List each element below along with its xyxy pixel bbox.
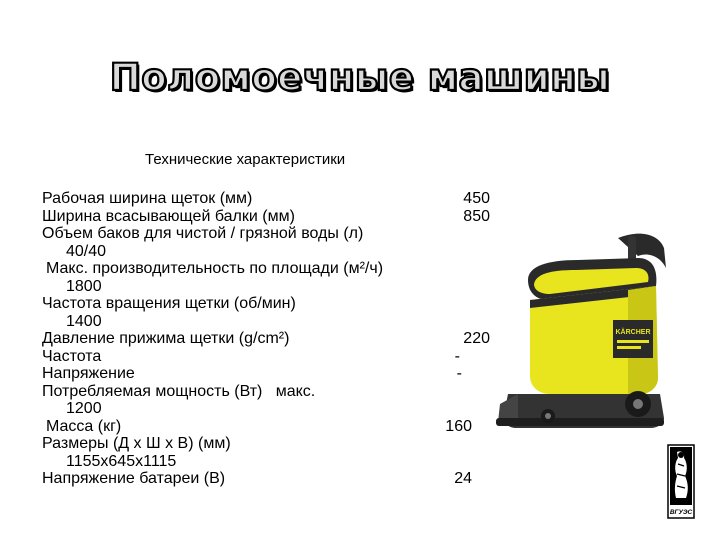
spec-label: Ширина всасывающей балки (мм)	[42, 207, 295, 225]
spec-value: -	[456, 365, 462, 382]
spec-row-brush-pressure	[42, 330, 492, 348]
spec-row-weight	[42, 418, 492, 436]
spec-row-voltage	[42, 365, 492, 383]
spec-label: Частота	[42, 347, 102, 365]
spec-label: Потребляемая мощность (Вт) макс.	[42, 382, 316, 400]
spec-row-frequency	[42, 348, 492, 366]
spec-value: 1155x645x1115	[66, 452, 177, 470]
spec-row-squeegee-width	[42, 208, 492, 226]
spec-row-brush-width	[42, 190, 492, 208]
spec-value: 450	[463, 190, 490, 207]
spec-label: Напряжение батареи (В)	[42, 470, 226, 487]
spec-row-brush-speed	[42, 295, 492, 330]
spec-value: 24	[454, 470, 472, 487]
spec-label: Макс. производительность по площади (м²/ч)	[46, 260, 384, 277]
spec-label: Напряжение	[42, 365, 135, 382]
slide-title: Поломоечные машины	[109, 56, 611, 99]
spec-label: Давление прижима щетки (g/cm²)	[42, 330, 290, 347]
spec-value: 160	[445, 417, 472, 435]
spec-value: 220	[463, 330, 490, 347]
spec-row-battery-voltage	[42, 470, 492, 488]
spec-label: Частота вращения щетки (об/мин)	[42, 295, 296, 312]
spec-label: Размеры (Д x Ш x В) (мм)	[42, 435, 231, 452]
spec-value: 1800	[66, 277, 102, 295]
spec-value: -	[454, 347, 460, 365]
spec-row-dimensions	[42, 435, 492, 470]
spec-value: 40/40	[66, 242, 107, 260]
spec-row-tank-volume	[42, 225, 492, 260]
slide-subtitle: Технические характеристики	[145, 151, 346, 168]
spec-value: 850	[463, 207, 490, 225]
spec-label: Объем баков для чистой / грязной воды (л)	[42, 225, 364, 242]
spec-label: Рабочая ширина щеток (мм)	[42, 190, 253, 207]
university-emblem	[667, 444, 695, 519]
emblem-caption: ВГУЭС	[669, 509, 693, 516]
spec-list	[42, 190, 492, 488]
brand-label: KÄRCHER	[615, 329, 651, 336]
spec-value: 1200	[66, 400, 102, 417]
spec-label: Масса (кг)	[46, 417, 122, 435]
spec-row-area-performance	[42, 260, 492, 295]
brand-label-panel	[613, 320, 653, 358]
spec-value: 1400	[66, 312, 102, 330]
floor-scrubber-image	[488, 208, 668, 433]
spec-row-power	[42, 383, 492, 418]
